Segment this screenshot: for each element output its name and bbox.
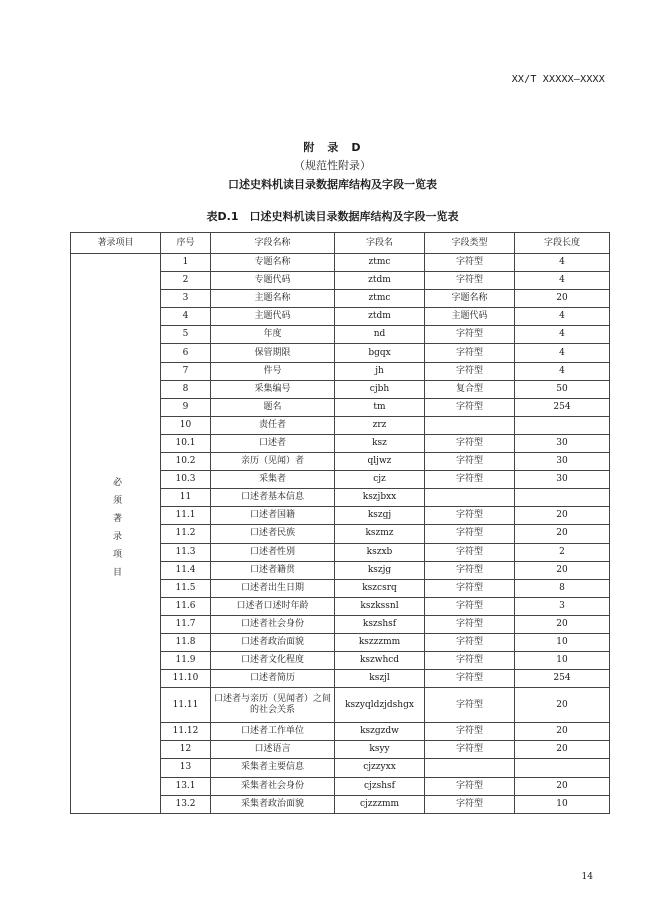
seq-cell: 4 <box>161 308 211 326</box>
field-type-cell: 字符型 <box>425 507 515 525</box>
seq-cell: 5 <box>161 326 211 344</box>
table-row <box>71 254 610 272</box>
field-name-cell: zrz <box>335 416 425 434</box>
field-type-cell: 字符型 <box>425 688 515 723</box>
column-header: 序号 <box>161 233 211 254</box>
seq-cell: 11.5 <box>161 579 211 597</box>
field-length-cell: 20 <box>515 723 610 741</box>
field-label-cell: 口述语言 <box>211 741 335 759</box>
seq-cell: 10.2 <box>161 453 211 471</box>
seq-cell: 7 <box>161 362 211 380</box>
seq-cell: 11.7 <box>161 615 211 633</box>
field-length-cell: 2 <box>515 543 610 561</box>
field-name-cell: tm <box>335 398 425 416</box>
field-length-cell: 4 <box>515 254 610 272</box>
field-length-cell <box>515 759 610 777</box>
field-type-cell: 字符型 <box>425 326 515 344</box>
seq-cell: 11.9 <box>161 652 211 670</box>
field-name-cell: ksyy <box>335 741 425 759</box>
seq-cell: 12 <box>161 741 211 759</box>
seq-cell: 10 <box>161 416 211 434</box>
field-name-cell: kszzzmm <box>335 633 425 651</box>
field-length-cell: 20 <box>515 777 610 795</box>
seq-cell: 11.8 <box>161 633 211 651</box>
field-type-cell: 复合型 <box>425 380 515 398</box>
seq-cell: 6 <box>161 344 211 362</box>
column-header: 字段类型 <box>425 233 515 254</box>
field-name-cell: ztmc <box>335 290 425 308</box>
field-length-cell: 4 <box>515 344 610 362</box>
field-name-cell: kszxb <box>335 543 425 561</box>
field-label-cell: 题名 <box>211 398 335 416</box>
seq-cell: 1 <box>161 254 211 272</box>
field-label-cell: 口述者基本信息 <box>211 489 335 507</box>
field-length-cell: 254 <box>515 670 610 688</box>
field-label-cell: 口述者工作单位 <box>211 723 335 741</box>
field-length-cell: 4 <box>515 326 610 344</box>
field-name-cell: jh <box>335 362 425 380</box>
column-header: 字段名称 <box>211 233 335 254</box>
field-label-cell: 主题代码 <box>211 308 335 326</box>
field-name-cell: qljwz <box>335 453 425 471</box>
field-length-cell: 20 <box>515 688 610 723</box>
field-type-cell: 字符型 <box>425 471 515 489</box>
field-name-cell: ksz <box>335 434 425 452</box>
field-name-cell: kszkssnl <box>335 597 425 615</box>
field-length-cell: 50 <box>515 380 610 398</box>
seq-cell: 9 <box>161 398 211 416</box>
field-length-cell: 30 <box>515 471 610 489</box>
field-type-cell <box>425 416 515 434</box>
group-label: 必须著录项目 <box>111 477 121 586</box>
field-type-cell: 字符型 <box>425 652 515 670</box>
field-length-cell: 10 <box>515 652 610 670</box>
field-label-cell: 口述者民族 <box>211 525 335 543</box>
field-type-cell: 字符型 <box>425 615 515 633</box>
group-label-cell <box>71 254 161 814</box>
seq-cell: 11.6 <box>161 597 211 615</box>
field-label-cell: 采集者社会身份 <box>211 777 335 795</box>
field-length-cell: 10 <box>515 795 610 813</box>
field-name-cell: kszjbxx <box>335 489 425 507</box>
field-length-cell <box>515 416 610 434</box>
field-length-cell: 30 <box>515 453 610 471</box>
field-name-cell: ztdm <box>335 308 425 326</box>
table-header-row <box>71 233 610 254</box>
field-name-cell: kszgj <box>335 507 425 525</box>
field-name-cell: kszwhcd <box>335 652 425 670</box>
field-label-cell: 采集者政治面貌 <box>211 795 335 813</box>
seq-cell: 13.1 <box>161 777 211 795</box>
page-number: 14 <box>581 872 593 882</box>
field-name-cell: kszmz <box>335 525 425 543</box>
field-length-cell: 3 <box>515 597 610 615</box>
field-length-cell: 20 <box>515 507 610 525</box>
field-name-cell: kszjg <box>335 561 425 579</box>
field-length-cell: 10 <box>515 633 610 651</box>
field-name-cell: ztmc <box>335 254 425 272</box>
field-label-cell: 口述者与亲历（见闻者）之间的社会关系 <box>211 688 335 723</box>
field-type-cell: 字符型 <box>425 633 515 651</box>
seq-cell: 2 <box>161 272 211 290</box>
field-label-cell: 专题名称 <box>211 254 335 272</box>
field-name-cell: kszshsf <box>335 615 425 633</box>
field-label-cell: 专题代码 <box>211 272 335 290</box>
field-type-cell: 字符型 <box>425 795 515 813</box>
field-length-cell: 8 <box>515 579 610 597</box>
field-length-cell: 20 <box>515 525 610 543</box>
field-length-cell: 20 <box>515 290 610 308</box>
field-type-cell: 字符型 <box>425 579 515 597</box>
field-name-cell: cjzzzmm <box>335 795 425 813</box>
field-name-cell: kszcsrq <box>335 579 425 597</box>
field-name-cell: nd <box>335 326 425 344</box>
field-name-cell: cjzshsf <box>335 777 425 795</box>
field-label-cell: 口述者出生日期 <box>211 579 335 597</box>
standard-code: XX/T XXXXX—XXXX <box>511 74 605 85</box>
column-header: 字段名 <box>335 233 425 254</box>
field-label-cell: 口述者简历 <box>211 670 335 688</box>
field-type-cell: 字符型 <box>425 670 515 688</box>
field-table <box>70 232 610 814</box>
seq-cell: 11 <box>161 489 211 507</box>
seq-cell: 11.11 <box>161 688 211 723</box>
field-name-cell: kszjl <box>335 670 425 688</box>
table-body <box>71 254 610 814</box>
field-length-cell: 30 <box>515 434 610 452</box>
field-type-cell: 字符型 <box>425 254 515 272</box>
field-length-cell: 4 <box>515 308 610 326</box>
annex-name: 口述史料机读目录数据库结构及字段一览表 <box>228 178 437 191</box>
field-type-cell: 字符型 <box>425 398 515 416</box>
field-length-cell: 20 <box>515 741 610 759</box>
field-type-cell: 字符型 <box>425 525 515 543</box>
field-label-cell: 亲历（见闻）者 <box>211 453 335 471</box>
field-type-cell: 字题名称 <box>425 290 515 308</box>
seq-cell: 11.4 <box>161 561 211 579</box>
field-label-cell: 口述者籍贯 <box>211 561 335 579</box>
column-header: 著录项目 <box>71 233 161 254</box>
seq-cell: 10.3 <box>161 471 211 489</box>
seq-cell: 11.2 <box>161 525 211 543</box>
seq-cell: 13 <box>161 759 211 777</box>
field-name-cell: cjzzyxx <box>335 759 425 777</box>
field-label-cell: 口述者性别 <box>211 543 335 561</box>
seq-cell: 11.1 <box>161 507 211 525</box>
field-type-cell: 字符型 <box>425 362 515 380</box>
field-label-cell: 采集者 <box>211 471 335 489</box>
field-type-cell: 字符型 <box>425 597 515 615</box>
field-name-cell: bgqx <box>335 344 425 362</box>
table-caption: 表D.1 口述史料机读目录数据库结构及字段一览表 <box>206 210 459 223</box>
field-length-cell: 4 <box>515 272 610 290</box>
field-label-cell: 口述者口述时年龄 <box>211 597 335 615</box>
field-length-cell: 4 <box>515 362 610 380</box>
field-label-cell: 口述者政治面貌 <box>211 633 335 651</box>
field-type-cell: 字符型 <box>425 723 515 741</box>
field-type-cell: 字符型 <box>425 741 515 759</box>
field-label-cell: 口述者社会身份 <box>211 615 335 633</box>
seq-cell: 8 <box>161 380 211 398</box>
field-name-cell: kszgzdw <box>335 723 425 741</box>
field-name-cell: cjz <box>335 471 425 489</box>
seq-cell: 11.12 <box>161 723 211 741</box>
annex-title: 附 录 D <box>303 141 362 154</box>
field-label-cell: 保管期限 <box>211 344 335 362</box>
field-label-cell: 口述者国籍 <box>211 507 335 525</box>
field-length-cell <box>515 489 610 507</box>
field-type-cell: 主题代码 <box>425 308 515 326</box>
field-label-cell: 件号 <box>211 362 335 380</box>
seq-cell: 3 <box>161 290 211 308</box>
field-label-cell: 主题名称 <box>211 290 335 308</box>
annex-type: （规范性附录） <box>294 159 371 172</box>
field-type-cell: 字符型 <box>425 777 515 795</box>
seq-cell: 13.2 <box>161 795 211 813</box>
field-length-cell: 20 <box>515 615 610 633</box>
field-label-cell: 口述者文化程度 <box>211 652 335 670</box>
seq-cell: 10.1 <box>161 434 211 452</box>
field-length-cell: 254 <box>515 398 610 416</box>
field-type-cell: 字符型 <box>425 272 515 290</box>
field-name-cell: ztdm <box>335 272 425 290</box>
field-label-cell: 采集者主要信息 <box>211 759 335 777</box>
field-name-cell: cjbh <box>335 380 425 398</box>
field-type-cell <box>425 489 515 507</box>
field-type-cell: 字符型 <box>425 561 515 579</box>
seq-cell: 11.3 <box>161 543 211 561</box>
field-type-cell: 字符型 <box>425 453 515 471</box>
field-type-cell <box>425 759 515 777</box>
field-type-cell: 字符型 <box>425 344 515 362</box>
field-length-cell: 20 <box>515 561 610 579</box>
field-type-cell: 字符型 <box>425 434 515 452</box>
field-label-cell: 采集编号 <box>211 380 335 398</box>
seq-cell: 11.10 <box>161 670 211 688</box>
field-name-cell: kszyqldzjdshgx <box>335 688 425 723</box>
field-label-cell: 责任者 <box>211 416 335 434</box>
field-type-cell: 字符型 <box>425 543 515 561</box>
column-header: 字段长度 <box>515 233 610 254</box>
field-label-cell: 口述者 <box>211 434 335 452</box>
field-label-cell: 年度 <box>211 326 335 344</box>
